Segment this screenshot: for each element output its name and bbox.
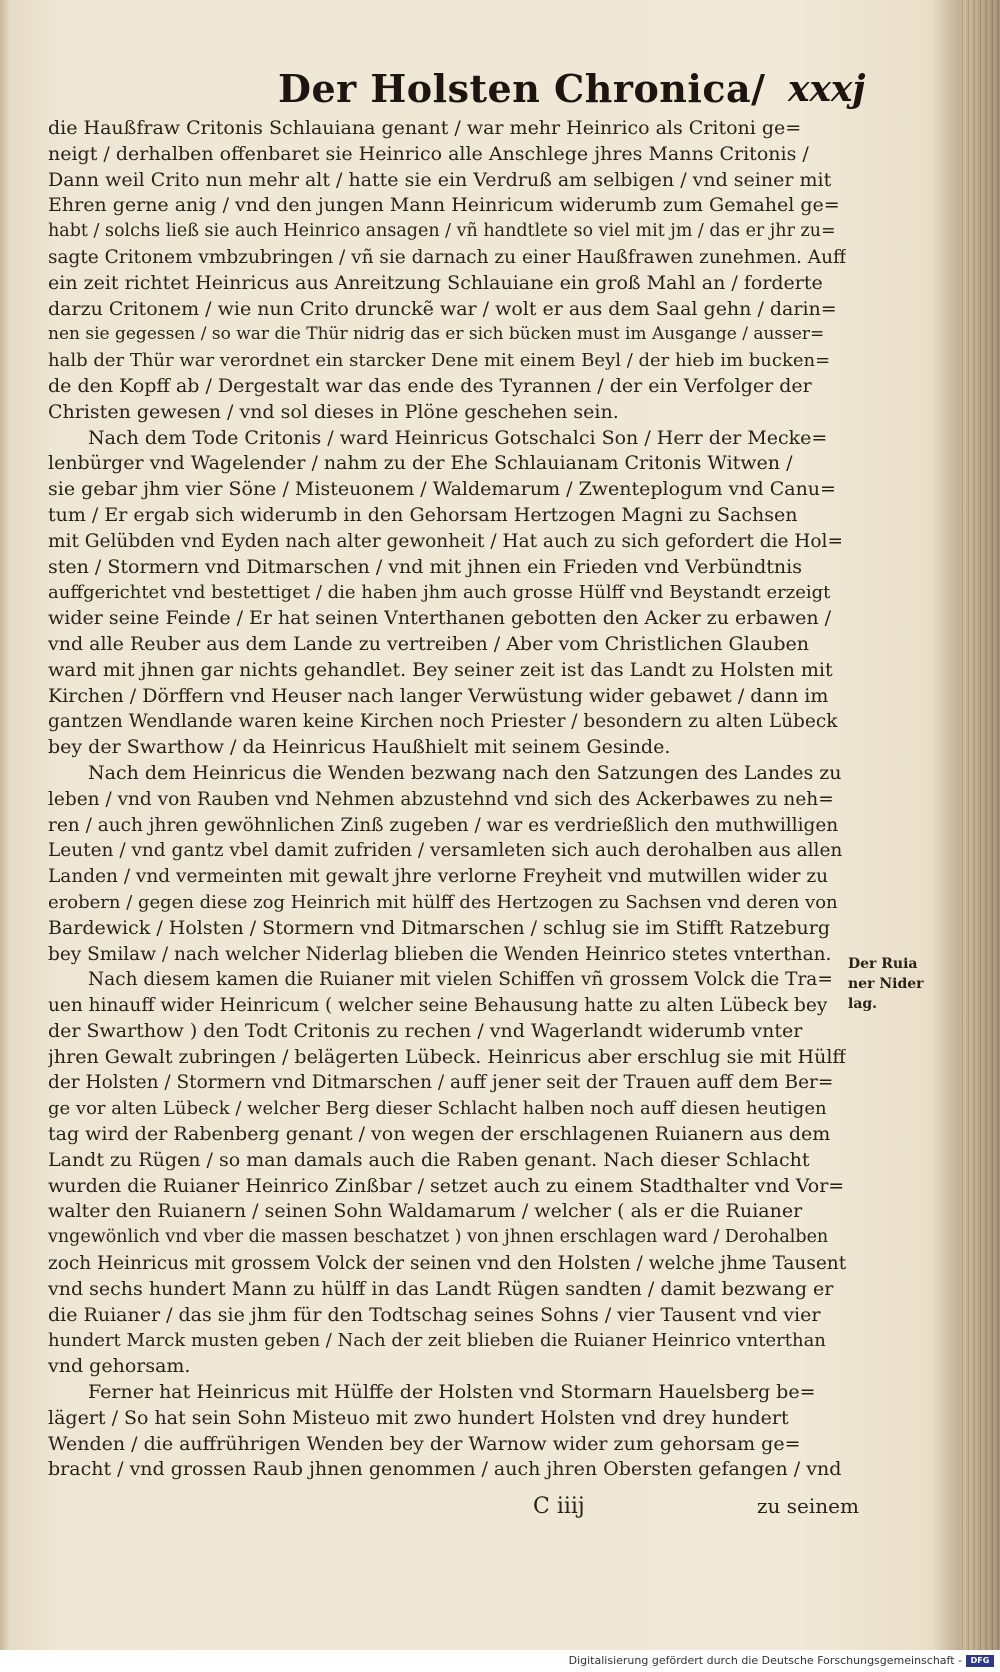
text-line: lägert / So hat sein Sohn Misteuo mit zwo hundert Holsten vnd drey hundert (48, 1406, 789, 1429)
text-line: auffgerichtet vnd bestettiget / die haben jhm auch grosse Hülff vnd Beystandt erzeigt (48, 582, 831, 604)
text-line: Bardewick / Holsten / Stormern vnd Ditmarschen / schlug sie im Stifft Ratzeburg (48, 916, 831, 939)
text-line: sagte Critonem vmbzubringen / vñ sie darnach zu einer Haußfrawen zunehmen. Auff (48, 246, 846, 268)
text-line: vnd gehorsam. (48, 1355, 191, 1378)
text-line: vngewönlich vnd vber die massen beschatzet ) von jhnen erschlagen ward / Derohalben (48, 1227, 829, 1248)
text-line: ge vor alten Lübeck / welcher Berg dieser Schlacht halben noch auff diesen heutigen (48, 1098, 827, 1120)
text-line: vnd sechs hundert Mann zu hülff in das Landt Rügen sandten / damit bezwang er (48, 1277, 834, 1300)
text-line: lenbürger vnd Wagelender / nahm zu der Ehe Schlauianam Critonis Witwen / (48, 452, 793, 475)
text-line: die Ruianer / das sie jhm für den Todtschag seines Sohns / vier Tausent vnd vier (48, 1303, 821, 1326)
text-line: ein zeit richtet Heinricus aus Anreitzung Schlauiane ein groß Mahl an / forderte (48, 271, 823, 294)
text-line: neigt / derhalben offenbaret sie Heinrico alle Anschlege jhres Manns Critonis / (48, 142, 809, 165)
text-line: Ferner hat Heinricus mit Hülffe der Holsten vnd Stormarn Hauelsberg be= (88, 1381, 816, 1404)
margin-note-line: lag. (848, 996, 878, 1012)
text-line: darzu Critonem / wie nun Crito drunckẽ war / wolt er aus dem Saal gehn / darin= (48, 297, 837, 320)
margin-note-line: Der Ruia (848, 956, 918, 972)
text-line: wider seine Feinde / Er hat seinen Vnterthanen gebotten den Acker zu erbawen / (48, 607, 831, 630)
margin-note-line: ner Nider (848, 976, 924, 992)
text-line: vnd alle Reuber aus dem Lande zu vertreiben / Aber vom Christlichen Glauben (48, 632, 810, 655)
text-line: bey der Swarthow / da Heinricus Haußhielt mit seinem Gesinde. (48, 736, 671, 759)
text-line: Nach diesem kamen die Ruianer mit vielen Schiffen vñ grossem Volck die Tra= (88, 969, 833, 991)
text-line: sten / Stormern vnd Ditmarschen / vnd mit jhnen ein Frieden vnd Verbündtnis (48, 555, 802, 578)
text-line: wurden die Ruianer Heinrico Zinßbar / setzet auch zu einem Stadthalter vnd Vor= (48, 1174, 845, 1197)
text-line: Landt zu Rügen / so man damals auch die Raben genant. Nach dieser Schlacht (48, 1148, 810, 1171)
page-header (278, 66, 866, 116)
text-line: sie gebar jhm vier Söne / Misteuonem / Waldemarum / Zwenteplogum vnd Canu= (48, 478, 836, 501)
text-line: zoch Heinricus mit grossem Volck der seinen vnd den Holsten / welche jhme Tausent (48, 1253, 846, 1275)
text-line: die Haußfraw Critonis Schlauiana genant / war mehr Heinrico als Critoni ge= (48, 117, 802, 139)
dfg-logo: DFG (966, 1655, 994, 1667)
text-line: Wenden / die auffrührigen Wenden bey der Warnow wider zum gehorsam ge= (48, 1432, 801, 1455)
text-line: habt / solchs ließ sie auch Heinrico ansagen / vñ handtlete so viel mit jm / das er jhr zu= (48, 221, 836, 242)
text-line: Ehren gerne anig / vnd den jungen Mann Heinricum widerumb zum Gemahel ge= (48, 194, 840, 217)
digitization-credit: Digitalisierung gefördert durch die Deutsche Forschungsgemeinschaft - (568, 1654, 962, 1667)
running-title: Der Holsten Chronica/ (278, 66, 766, 111)
text-line: nen sie gegessen / so war die Thür nidrig das er sich bücken must im Ausgange / ausser= (48, 324, 825, 345)
catchword: zu seinem (757, 1494, 859, 1518)
text-line: tag wird der Rabenberg genant / von wegen der erschlagenen Ruianern aus dem (48, 1123, 831, 1146)
text-line: uen hinauff wider Heinricum ( welcher seine Behausung hatte zu alten Lübeck bey (48, 995, 828, 1017)
text-line: hundert Marck musten geben / Nach der zeit blieben die Ruianer Heinrico vnterthan (48, 1330, 826, 1352)
text-line: Leuten / vnd gantz vbel damit zufriden / versamleten sich auch derohalben aus allen (48, 840, 843, 862)
text-line: bracht / vnd grossen Raub jhnen genommen / auch jhren Obersten gefangen / vnd (48, 1458, 842, 1481)
text-line: de den Kopff ab / Dergestalt war das ende des Tyrannen / der ein Verfolger der (48, 374, 812, 397)
text-line: der Swarthow ) den Todt Critonis zu rechen / vnd Wagerlandt widerumb vnter (48, 1019, 803, 1042)
text-line: jhren Gewalt zubringen / belägerten Lübeck. Heinricus aber erschlug sie mit Hülff (48, 1045, 846, 1068)
text-line: erobern / gegen diese zog Heinrich mit hülff des Hertzogen zu Sachsen vnd deren von (48, 891, 838, 913)
text-line: halb der Thür war verordnet ein starcker Dene mit einem Beyl / der hieb im bucken= (48, 350, 831, 372)
folio-number: xxxj (788, 68, 866, 110)
text-line: Dann weil Crito nun mehr alt / hatte sie ein Verdruß am selbigen / vnd seiner mit (48, 168, 832, 191)
text-line: Nach dem Heinricus die Wenden bezwang nach den Satzungen des Landes zu (88, 761, 842, 784)
body-text (48, 116, 846, 1483)
text-line: walter den Ruianern / seinen Sohn Waldamarum / welcher ( als er die Ruianer (48, 1200, 803, 1223)
text-line: Kirchen / Dörffern vnd Heuser nach langer Verwüstung wider gebawet / dann im (48, 684, 829, 707)
text-line: gantzen Wendlande waren keine Kirchen noch Priester / besondern zu alten Lübeck (48, 711, 838, 733)
text-line: Christen gewesen / vnd sol dieses in Plöne geschehen sein. (48, 400, 619, 423)
text-line: Landen / vnd vermeinten mit gewalt jhre verlorne Freyheit vnd mutwillen wider zu (48, 866, 829, 888)
text-line: ren / auch jhren gewöhnlichen Zinß zugeben / war es verdrießlich den muthwilligen (48, 814, 839, 836)
text-line: ward mit jhnen gar nichts gehandlet. Bey seiner zeit ist das Landt zu Holsten mit (48, 658, 833, 681)
signature-mark: C iiij (533, 1494, 585, 1519)
text-line: der Holsten / Stormern vnd Ditmarschen / auff jener seit der Trauen auff dem Ber= (48, 1072, 834, 1094)
text-line: Nach dem Tode Critonis / ward Heinricus Gotschalci Son / Herr der Mecke= (88, 426, 828, 449)
margin-note (848, 954, 924, 1014)
page-edge-shadow (960, 0, 1000, 1650)
text-line: bey Smilaw / nach welcher Niderlag blieben die Wenden Heinrico stetes vnterthan. (48, 943, 832, 965)
text-line: tum / Er ergab sich widerumb in den Gehorsam Hertzogen Magni zu Sachsen (48, 503, 798, 526)
text-line: leben / vnd von Rauben vnd Nehmen abzustehnd vnd sich des Ackerbawes zu neh= (48, 788, 834, 810)
text-line: mit Gelübden vnd Eyden nach alter gewonheit / Hat auch zu sich gefordert die Hol= (48, 530, 843, 552)
